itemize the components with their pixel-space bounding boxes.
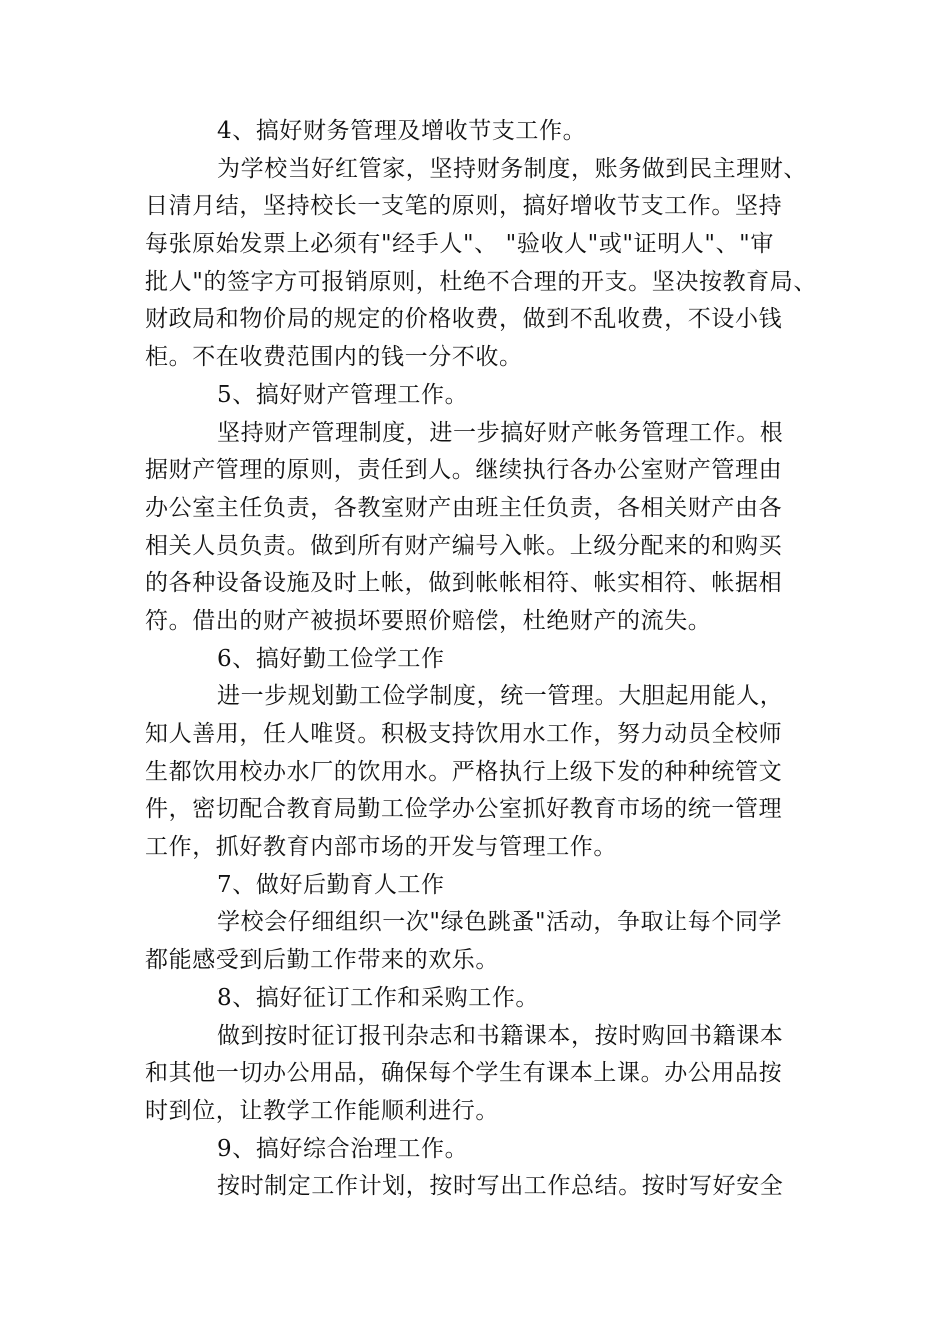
- text-line: 进一步规划勤工俭学制度，统一管理。大胆起用能人，: [217, 683, 784, 710]
- document-body: [145, 113, 825, 1206]
- text-line: 的各种设备设施及时上帐，做到帐帐相符、帐实相符、帐据相: [145, 570, 783, 597]
- text-line: 4、搞好财务管理及增收节支工作。: [217, 118, 587, 144]
- text-line: 和其他一切办公用品，确保每个学生有课本上课。办公用品按: [145, 1060, 783, 1087]
- text-line: 据财产管理的原则，责任到人。继续执行各办公室财产管理由: [145, 457, 783, 484]
- text-line: 柜。不在收费范围内的钱一分不收。: [145, 344, 523, 371]
- text-line: 批人"的签字方可报销原则，杜绝不合理的开支。坚决按教育局、: [145, 268, 817, 295]
- text-line: 符。借出的财产被损坏要照价赔偿，杜绝财产的流失。: [145, 607, 712, 634]
- text-line: 办公室主任负责，各教室财产由班主任负责，各相关财产由各: [145, 494, 783, 521]
- text-line: 8、搞好征订工作和采购工作。: [217, 984, 540, 1011]
- text-line: 学校会仔细组织一次"绿色跳蚤"活动，争取让每个同学: [217, 909, 783, 936]
- text-line: 财政局和物价局的规定的价格收费，做到不乱收费，不设小钱: [145, 306, 783, 333]
- text-line: 按时制定工作计划，按时写出工作总结。按时写好安全: [217, 1173, 784, 1200]
- text-line: 件，密切配合教育局勤工俭学办公室抓好教育市场的统一管理: [145, 796, 783, 823]
- text-line: 时到位，让教学工作能顺利进行。: [145, 1097, 499, 1124]
- text-line: 7、做好后勤育人工作: [217, 871, 445, 898]
- text-line: 9、搞好综合治理工作。: [217, 1135, 469, 1162]
- text-line: 生都饮用校办水厂的饮用水。严格执行上级下发的种种统管文: [145, 758, 783, 785]
- text-line: 坚持财产管理制度，进一步搞好财产帐务管理工作。根: [217, 419, 784, 446]
- text-line: 都能感受到后勤工作带来的欢乐。: [145, 947, 499, 974]
- text-line: 为学校当好红管家，坚持财务制度，账务做到民主理财、: [217, 155, 807, 182]
- text-line: 5、搞好财产管理工作。: [217, 381, 469, 408]
- text-line: 知人善用，任人唯贤。积极支持饮用水工作，努力动员全校师: [145, 721, 783, 747]
- text-line: 每张原始发票上必须有"经手人"、 "验收人"或"证明人"、"审: [145, 231, 774, 258]
- text-line: 做到按时征订报刊杂志和书籍课本，按时购回书籍课本: [217, 1022, 784, 1049]
- text-line: 工作，抓好教育内部市场的开发与管理工作。: [145, 834, 617, 861]
- text-line: 日清月结，坚持校长一支笔的原则，搞好增收节支工作。坚持: [145, 193, 783, 220]
- text-line: 相关人员负责。做到所有财产编号入帐。上级分配来的和购买: [145, 532, 783, 559]
- text-line: 6、搞好勤工俭学工作: [217, 645, 445, 672]
